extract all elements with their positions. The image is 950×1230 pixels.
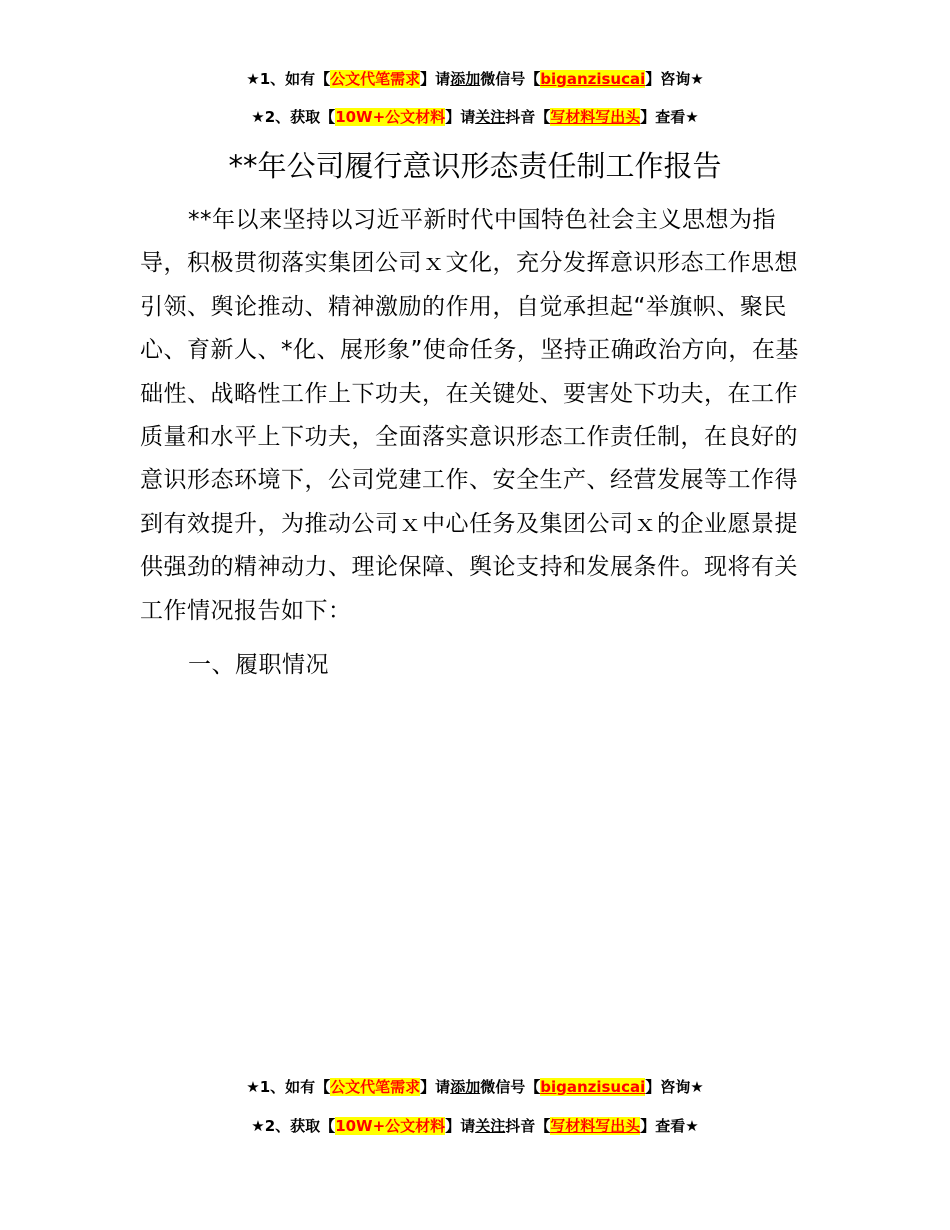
ad-text: ★2、获取【: [251, 108, 336, 126]
ad-underlined: 关注: [475, 108, 506, 126]
ad-wechat-id: biganzisucai: [540, 70, 646, 88]
ad-text: ★1、如有【: [246, 1078, 331, 1096]
ad-highlight: 公文代笔需求: [330, 1078, 421, 1096]
ad-text: 】查看★: [640, 108, 699, 126]
document-title: **年公司履行意识形态责任制工作报告: [228, 149, 722, 183]
ad-text: ★1、如有【: [246, 70, 331, 88]
ad-text: 微信号【: [480, 70, 541, 88]
section-heading: 一、履职情况: [188, 652, 329, 678]
ad-text: 】请: [445, 108, 476, 126]
bottom-ad-line-2: [0, 1115, 950, 1137]
ad-text: 】查看★: [640, 1117, 699, 1135]
ad-text: 】请: [420, 70, 451, 88]
ad-text: ★2、获取【: [251, 1117, 336, 1135]
ad-text: 】请: [420, 1078, 451, 1096]
ad-text: 抖音【: [505, 1117, 551, 1135]
ad-highlight: 10W+公文材料: [335, 1117, 446, 1135]
ad-text: 】请: [445, 1117, 476, 1135]
ad-text: 】咨询★: [645, 1078, 704, 1096]
ad-douyin-name: 写材料写出头: [550, 1117, 641, 1135]
ad-text: 抖音【: [505, 108, 551, 126]
ad-wechat-id: biganzisucai: [540, 1078, 646, 1096]
top-ad-line-1: [0, 68, 950, 90]
ad-underlined: 添加: [450, 70, 481, 88]
ad-text: 微信号【: [480, 1078, 541, 1096]
ad-highlight: 公文代笔需求: [330, 70, 421, 88]
ad-underlined: 添加: [450, 1078, 481, 1096]
ad-douyin-name: 写材料写出头: [550, 108, 641, 126]
body-paragraph: **年以来坚持以习近平新时代中国特色社会主义思想为指导，积极贯彻落实集团公司ｘ文化，充分发挥意识形态工作思想引领、舆论推动、精神激励的作用，自觉承担起“举旗帜、聚民心、育新人、*化、展形象”使命任务，坚持正确政治方向，在基础性、战略性工作上下功夫，在关键处、要害处下功夫，在工作质量和水平上下功夫，全面落实意识形态工作责任制，在良好的意识形态环境下，公司党建工作、安全生产、经营发展等工作得到有效提升，为推动公司ｘ中心任务及集团公司ｘ的企业愿景提供强劲的精神动力、理论保障、舆论支持和发展条件。现将有关工作情况报告如下：: [140, 207, 799, 624]
bottom-ad-line-1: [0, 1076, 950, 1098]
ad-text: 】咨询★: [645, 70, 704, 88]
ad-highlight: 10W+公文材料: [335, 108, 446, 126]
top-ad-line-2: [0, 106, 950, 128]
ad-underlined: 关注: [475, 1117, 506, 1135]
